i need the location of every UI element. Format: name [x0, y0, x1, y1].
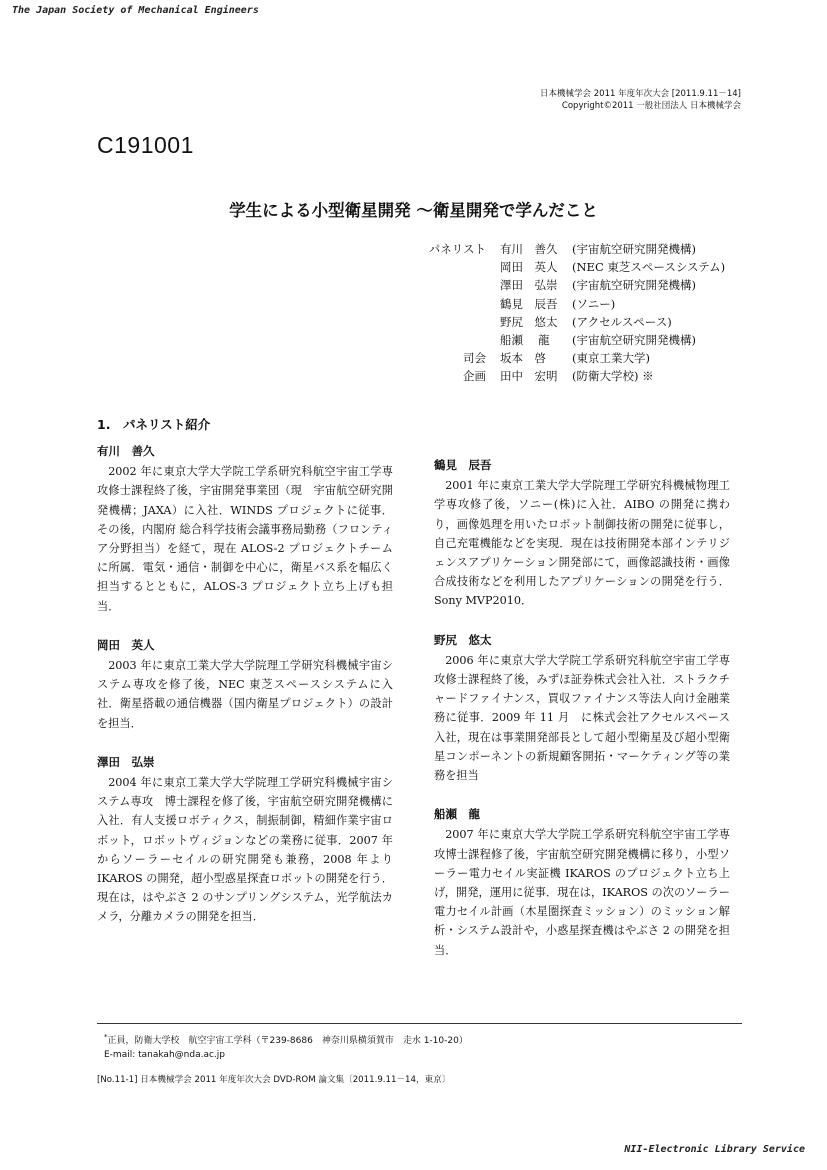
- panel-org: (宇宙航空研究開発機構): [572, 278, 696, 293]
- panel-row: [418, 367, 725, 385]
- panel-role: [418, 331, 500, 349]
- footnote-rule: [97, 1023, 742, 1024]
- bio-block: [434, 805, 730, 960]
- bio-name: 野尻 悠太: [434, 632, 492, 647]
- panel-role: 司会: [463, 351, 486, 366]
- copyright-line: Copyright©2011 一般社団法人 日本機械学会: [561, 101, 741, 111]
- panel-org: (NEC 東芝スペースシステム): [572, 260, 726, 275]
- bio-name: 澤田 弘崇: [97, 754, 155, 769]
- panel-row: [418, 276, 725, 294]
- paper-code: C191001: [97, 132, 194, 158]
- panel-org: (ソニー): [572, 296, 616, 311]
- bio-text: 2006 年に東京大学大学院工学系研究科航空宇宙工学専攻修士課程終了後，みずほ証券株式会社入社．ストラクチャードファイナンス，買収ファイナンス等法人向け金融業務に従事．2009 年 11 月 に株式会社アクセルスペース入社，現在は事業開発部長として超小型衛星及び超小型衛星コンポーネントの新規顧客開拓・マーケティング等の業務を担当: [434, 653, 730, 783]
- panel-row: [418, 240, 725, 258]
- panel-row: [418, 258, 725, 276]
- footnote: [104, 1030, 468, 1062]
- panel-role: [418, 276, 500, 294]
- conference-line: 日本機械学会 2011 年度年次大会 [2011.9.11－14]: [540, 89, 741, 99]
- panel-org: (東京工業大学): [572, 351, 650, 366]
- bio-name: 有川 善久: [97, 444, 155, 458]
- bio-block: [434, 631, 730, 786]
- panel-row: [418, 295, 725, 313]
- society-banner: The Japan Society of Mechanical Engineers: [12, 5, 259, 16]
- paper-title: 学生による小型衛星開発 〜衛星開発で学んだこと: [229, 201, 598, 220]
- panel-role: [418, 258, 500, 276]
- panel-name: 坂本 啓: [500, 351, 546, 366]
- left-column: [97, 442, 393, 947]
- bio-block: [97, 442, 393, 616]
- panel-role: 企画: [463, 369, 486, 384]
- bio-block: [434, 456, 730, 611]
- panel-org: (防衛大学校) ※: [572, 369, 654, 384]
- panel-name: 野尻 悠太: [500, 314, 558, 329]
- panel-name: 田中 宏明: [500, 369, 558, 384]
- section-heading: 1. パネリスト紹介: [97, 417, 211, 432]
- panel-role: [418, 295, 500, 313]
- bio-block: [97, 636, 393, 733]
- panel-name: 鶴見 辰吾: [500, 296, 558, 311]
- panel-name: 有川 善久: [500, 242, 558, 256]
- conference-header: [540, 88, 741, 112]
- panel-name: 船瀬 龍: [500, 333, 550, 348]
- bio-text: 2003 年に東京工業大学大学院理工学研究科機械宇宙システム専攻を修了後，NEC 東芝スペースシステムに入社．衛星搭載の通信機器（国内衛星プロジェクト）の設計を担当．: [97, 659, 393, 730]
- footnote-email: E-mail: tanakah@nda.ac.jp: [104, 1050, 225, 1060]
- bio-text: 2002 年に東京大学大学院工学系研究科航空宇宙工学専攻修士課程終了後，宇宙開発事業団（現 宇宙航空研究開発機構；JAXA）に入社．WINDS プロジェクトに従事．その後，内閣府 総合科学技術会議事務局勤務（フロンティア分野担当）を経て，現在 ALOS-2 プロジェクトチームに所属．電気・通信・制御を中心に，衛星バス系を幅広く担当するとともに，ALOS-3 プロジェクト立ち上げも担当．: [97, 465, 393, 613]
- panel-org: (宇宙航空研究開発機構): [572, 242, 696, 256]
- panel-org: (宇宙航空研究開発機構): [572, 333, 696, 348]
- panel-org: (アクセルスペース): [572, 314, 672, 329]
- right-column: [434, 456, 730, 980]
- bio-name: 岡田 英人: [97, 637, 155, 652]
- bio-name: 船瀬 龍: [434, 807, 480, 822]
- library-banner: NII-Electronic Library Service: [624, 1144, 805, 1155]
- panel-name: 澤田 弘崇: [500, 278, 558, 293]
- bio-text: 2004 年に東京工業大学大学院理工学研究科機械宇宙システム専攻 博士課程を修了後，宇宙航空研究開発機構に入社．有人支援ロボティクス，制振制御，精細作業宇宙ロボット，ロボットヴィジョンなどの業務に従事．2007 年からソーラーセイルの研究開発も兼務，2008 年より IKAROS の開発，超小型惑星探査ロボットの開発を行う．現在は，はやぶさ 2 のサンプリングシステム，光学航法カメラ，分離カメラの開発を担当．: [97, 776, 393, 924]
- panel-row: [418, 349, 725, 367]
- footnote-mark: *: [104, 1033, 108, 1041]
- panel-row: [418, 331, 725, 349]
- bio-block: [97, 753, 393, 927]
- bio-text: 2001 年に東京工業大学大学院理工学研究科機械物理工学専攻修了後，ソニー(株)に入社．AIBO の開発に携わり，画像処理を用いたロボット制御技術の開発に従事し，自己充電機能などを実現．現在は技術開発本部インテリジェンスアプリケーション開発部にて，画像認識技術・画像合成技術などを利用したアプリケーションの開発を行う．Sony MVP2010．: [434, 479, 730, 608]
- bio-text: 2007 年に東京大学大学院工学系研究科航空宇宙工学専攻博士課程修了後，宇宙航空研究開発機構に移り，小型ソーラー電力セイル実証機 IKAROS のプロジェクト立ち上げ，開発，運用に従事．現在は，IKAROS の次のソーラー電力セイル計画（木星圏探査ミッション）のミッション解析・システム設計や，小惑星探査機はやぶさ 2 の開発を担当．: [434, 828, 730, 957]
- panel-row: [418, 313, 725, 331]
- panel-role: パネリスト: [428, 242, 486, 256]
- panel-name: 岡田 英人: [500, 260, 558, 275]
- proceedings-line: [No.11-1] 日本機械学会 2011 年度年次大会 DVD-ROM 論文集〔2011.9.11－14，東京〕: [97, 1075, 451, 1085]
- panelist-list: [418, 240, 725, 386]
- bio-name: 鶴見 辰吾: [434, 458, 492, 472]
- panel-role: [418, 313, 500, 331]
- footnote-affiliation: 正員，防衛大学校 航空宇宙工学科（〒239-8686 神奈川県横須賀市 走水 1-10-20）: [107, 1036, 468, 1046]
